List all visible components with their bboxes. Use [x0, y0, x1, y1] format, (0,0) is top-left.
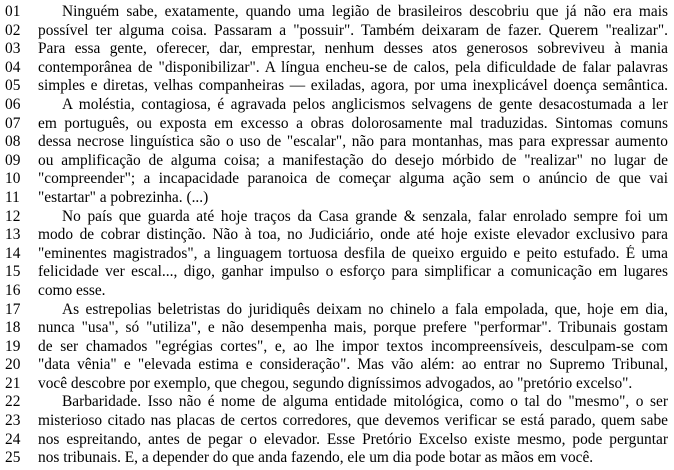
- text-line: [0, 431, 674, 450]
- text-line: [0, 301, 674, 320]
- line-text: "estartar" a pobrezinha. (...): [38, 188, 209, 206]
- line-text: dessa necrose linguística são o uso de "escalar", não para montanhas, mas para expressar aumento: [38, 133, 668, 151]
- line-number: 24: [5, 430, 21, 448]
- line-text: possível ter alguma coisa. Passaram a "possuir". Também deixaram de fazer. Querem "realizar".: [38, 21, 668, 39]
- line-text: de ser chamados "egrégias cortes", e, ao lhe impor textos incompreensíveis, desculpam-se com: [38, 337, 668, 355]
- line-text: Ninguém sabe, exatamente, quando uma legião de brasileiros descobriu que já não era mais: [62, 3, 668, 20]
- line-number: 22: [5, 393, 21, 411]
- text-line: [0, 96, 674, 115]
- line-number: 14: [5, 244, 21, 262]
- line-number: 09: [5, 151, 21, 169]
- line-text: felicidade ver escal..., digo, ganhar impulso o esforço para simplificar a comunicação em lugares: [38, 263, 668, 281]
- line-text: nos tribunais. E, a depender do que anda fazendo, ele um dia pode botar as mãos em você.: [38, 449, 594, 467]
- line-number: 21: [5, 374, 21, 392]
- line-number: 12: [5, 207, 21, 225]
- text-line: [0, 3, 674, 22]
- line-number: 05: [5, 77, 21, 95]
- line-number: 20: [5, 356, 21, 374]
- line-number: 13: [5, 226, 21, 244]
- line-text: modo de cobrar distinção. Não à toa, no Judiciário, onde até hoje existe elevador exclusivo para: [38, 226, 668, 244]
- line-text: em português, ou exposta em excesso a obras dolorosamente mal traduzidas. Sintomas comuns: [38, 114, 668, 132]
- line-text: "compreender"; a incapacidade paranoica de começar alguma ação sem o anúncio de que vai: [38, 170, 668, 188]
- line-number: 16: [5, 281, 21, 299]
- line-text: Para essa gente, oferecer, dar, emprestar, nenhum desses atos generosos sobreviveu à mania: [38, 40, 668, 58]
- line-text: As estrepolias beletristas do juridiquês deixam no chinelo a fala empolada, que, hoje em dia,: [62, 300, 668, 318]
- text-line: [0, 208, 674, 227]
- line-text: simples e diretas, velhas companheiras — exiladas, agora, por uma inexplicável doença semântica.: [38, 77, 668, 95]
- text-line: [0, 22, 674, 41]
- line-text: A moléstia, contagiosa, é agravada pelos anglicismos selvagens de gente desacostumada a ler: [62, 95, 668, 113]
- text-line: [0, 133, 674, 152]
- text-line: [0, 170, 674, 189]
- line-number: 01: [5, 3, 21, 20]
- line-number: 10: [5, 170, 21, 188]
- line-number: 11: [5, 188, 20, 206]
- line-text: No país que guarda até hoje traços da Casa grande & senzala, falar enrolado sempre foi um: [62, 207, 668, 225]
- text-line: [0, 152, 674, 171]
- text-line: [0, 282, 674, 301]
- line-text: Barbaridade. Isso não é nome de alguma entidade mitológica, como o tal do "mesmo", o ser: [62, 393, 668, 411]
- text-line: [0, 115, 674, 134]
- text-line: [0, 77, 674, 96]
- line-number: 19: [5, 337, 21, 355]
- line-number: 02: [5, 21, 21, 39]
- line-number: 06: [5, 95, 21, 113]
- text-line: [0, 375, 674, 394]
- text-line: [0, 59, 674, 78]
- text-line: [0, 393, 674, 412]
- text-line: [0, 319, 674, 338]
- text-line: [0, 338, 674, 357]
- line-number: 18: [5, 319, 21, 337]
- line-text: misterioso citado nas placas de certos corredores, que devemos verificar se está parado, quem sabe: [38, 412, 668, 430]
- line-number: 17: [5, 300, 21, 318]
- line-number: 04: [5, 58, 21, 76]
- line-text: ou amplificação de alguma coisa; a manifestação do desejo mórbido de "realizar" no lugar de: [38, 151, 668, 169]
- line-text: contemporânea de "disponibilizar". A língua encheu-se de calos, pela dificuldade de falar palavras: [38, 58, 668, 76]
- line-number: 03: [5, 40, 21, 58]
- text-line: [0, 245, 674, 264]
- line-number: 23: [5, 412, 21, 430]
- line-text: você descobre por exemplo, que chegou, segundo digníssimos advogados, ao "pretório excelso".: [38, 374, 633, 392]
- line-text: como esse.: [38, 281, 106, 299]
- text-line: [0, 40, 674, 59]
- line-number: 07: [5, 114, 21, 132]
- line-text: "data vênia" e "elevada estima e consideração". Mas vão além: ao entrar no Supremo Tribunal,: [38, 356, 668, 374]
- line-number: 25: [5, 449, 21, 467]
- text-line: [0, 412, 674, 431]
- text-line: [0, 189, 674, 208]
- text-line: [0, 356, 674, 375]
- line-number: 08: [5, 133, 21, 151]
- text-line: [0, 263, 674, 282]
- text-line: [0, 226, 674, 245]
- line-text: "eminentes magistrados", a linguagem tortuosa desfila de queixo erguido e peito estufado. É uma: [38, 244, 668, 262]
- text-line: [0, 449, 674, 468]
- line-text: nunca "usa", só "utiliza", e não desempenha mais, porque prefere "performar". Tribunais gostam: [38, 319, 668, 337]
- line-text: nos espreitando, antes de pegar o elevador. Esse Pretório Excelso existe mesmo, pode perguntar: [38, 430, 668, 448]
- line-number: 15: [5, 263, 21, 281]
